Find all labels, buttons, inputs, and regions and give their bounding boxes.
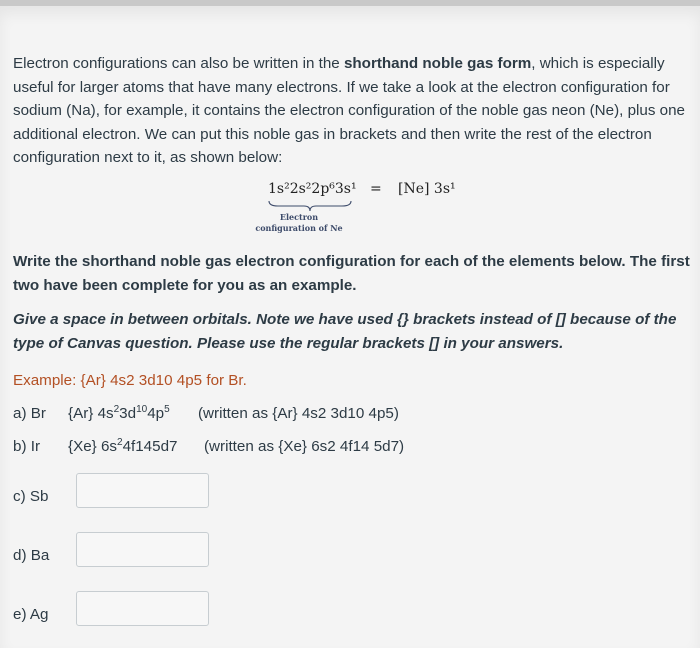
example-answer: {Ar} $4s^23d^{10}4p^5$ [68,403,170,422]
intro-text-end: , which is especially useful for larger atoms that have many electrons. If we take a look at the electron configuration for sodium (Na), for example, it contains the electron configuration of the noble gas neon (Ne), plus one additional electron. We can put this noble gas in brackets and then write the rest of the electron configuration next to it, as shown below: [13,55,686,166]
answer-input-ba[interactable] [76,532,209,567]
instructions: Write the shorthand noble gas electron configuration for each of the elements below. The first two have been complete for you as an example. [13,253,690,294]
written-as-note: (written as {Xe} 6s2 4f14 5d7) [204,438,405,455]
question-label-sb: c) Sb [13,488,49,505]
sodium-configuration-figure [0,181,700,241]
row-label: b) Ir [13,438,41,455]
brace-label [254,212,344,234]
answer-input-ag[interactable] [76,591,209,626]
answer-input-sb[interactable] [76,473,209,508]
bracket-note: Give a space in between orbitals. Note we have used {} brackets instead of [] because of the type of Canvas question. Please use the regular brackets [] in your answers. [13,311,677,352]
brace-label-line-1: Electron [279,212,319,222]
example-answer: {Xe} $6s^24f145d7$ [68,436,178,455]
intro-text-start: Electron configurations can also be written in the [13,55,344,72]
question-page [0,6,700,648]
brace-label-line-2: configuration of Ne [255,223,343,233]
question-label-ag: e) Ag [13,606,49,623]
intro-paragraph [13,52,693,170]
equals-sign: = [370,181,382,197]
shorthand-configuration: [Ne] 3s¹ [398,181,456,197]
question-label-ba: d) Ba [13,547,50,564]
row-label: a) Br [13,405,46,422]
curly-brace-icon [268,200,352,212]
written-as-note: (written as {Ar} 4s2 3d10 4p5) [198,405,399,422]
full-configuration: 1s²2s²2p⁶3s¹ [268,181,357,197]
example-line: Example: {Ar} 4s2 3d10 4p5 for Br. [13,372,247,389]
intro-bold-term: shorthand noble gas form [343,55,532,72]
